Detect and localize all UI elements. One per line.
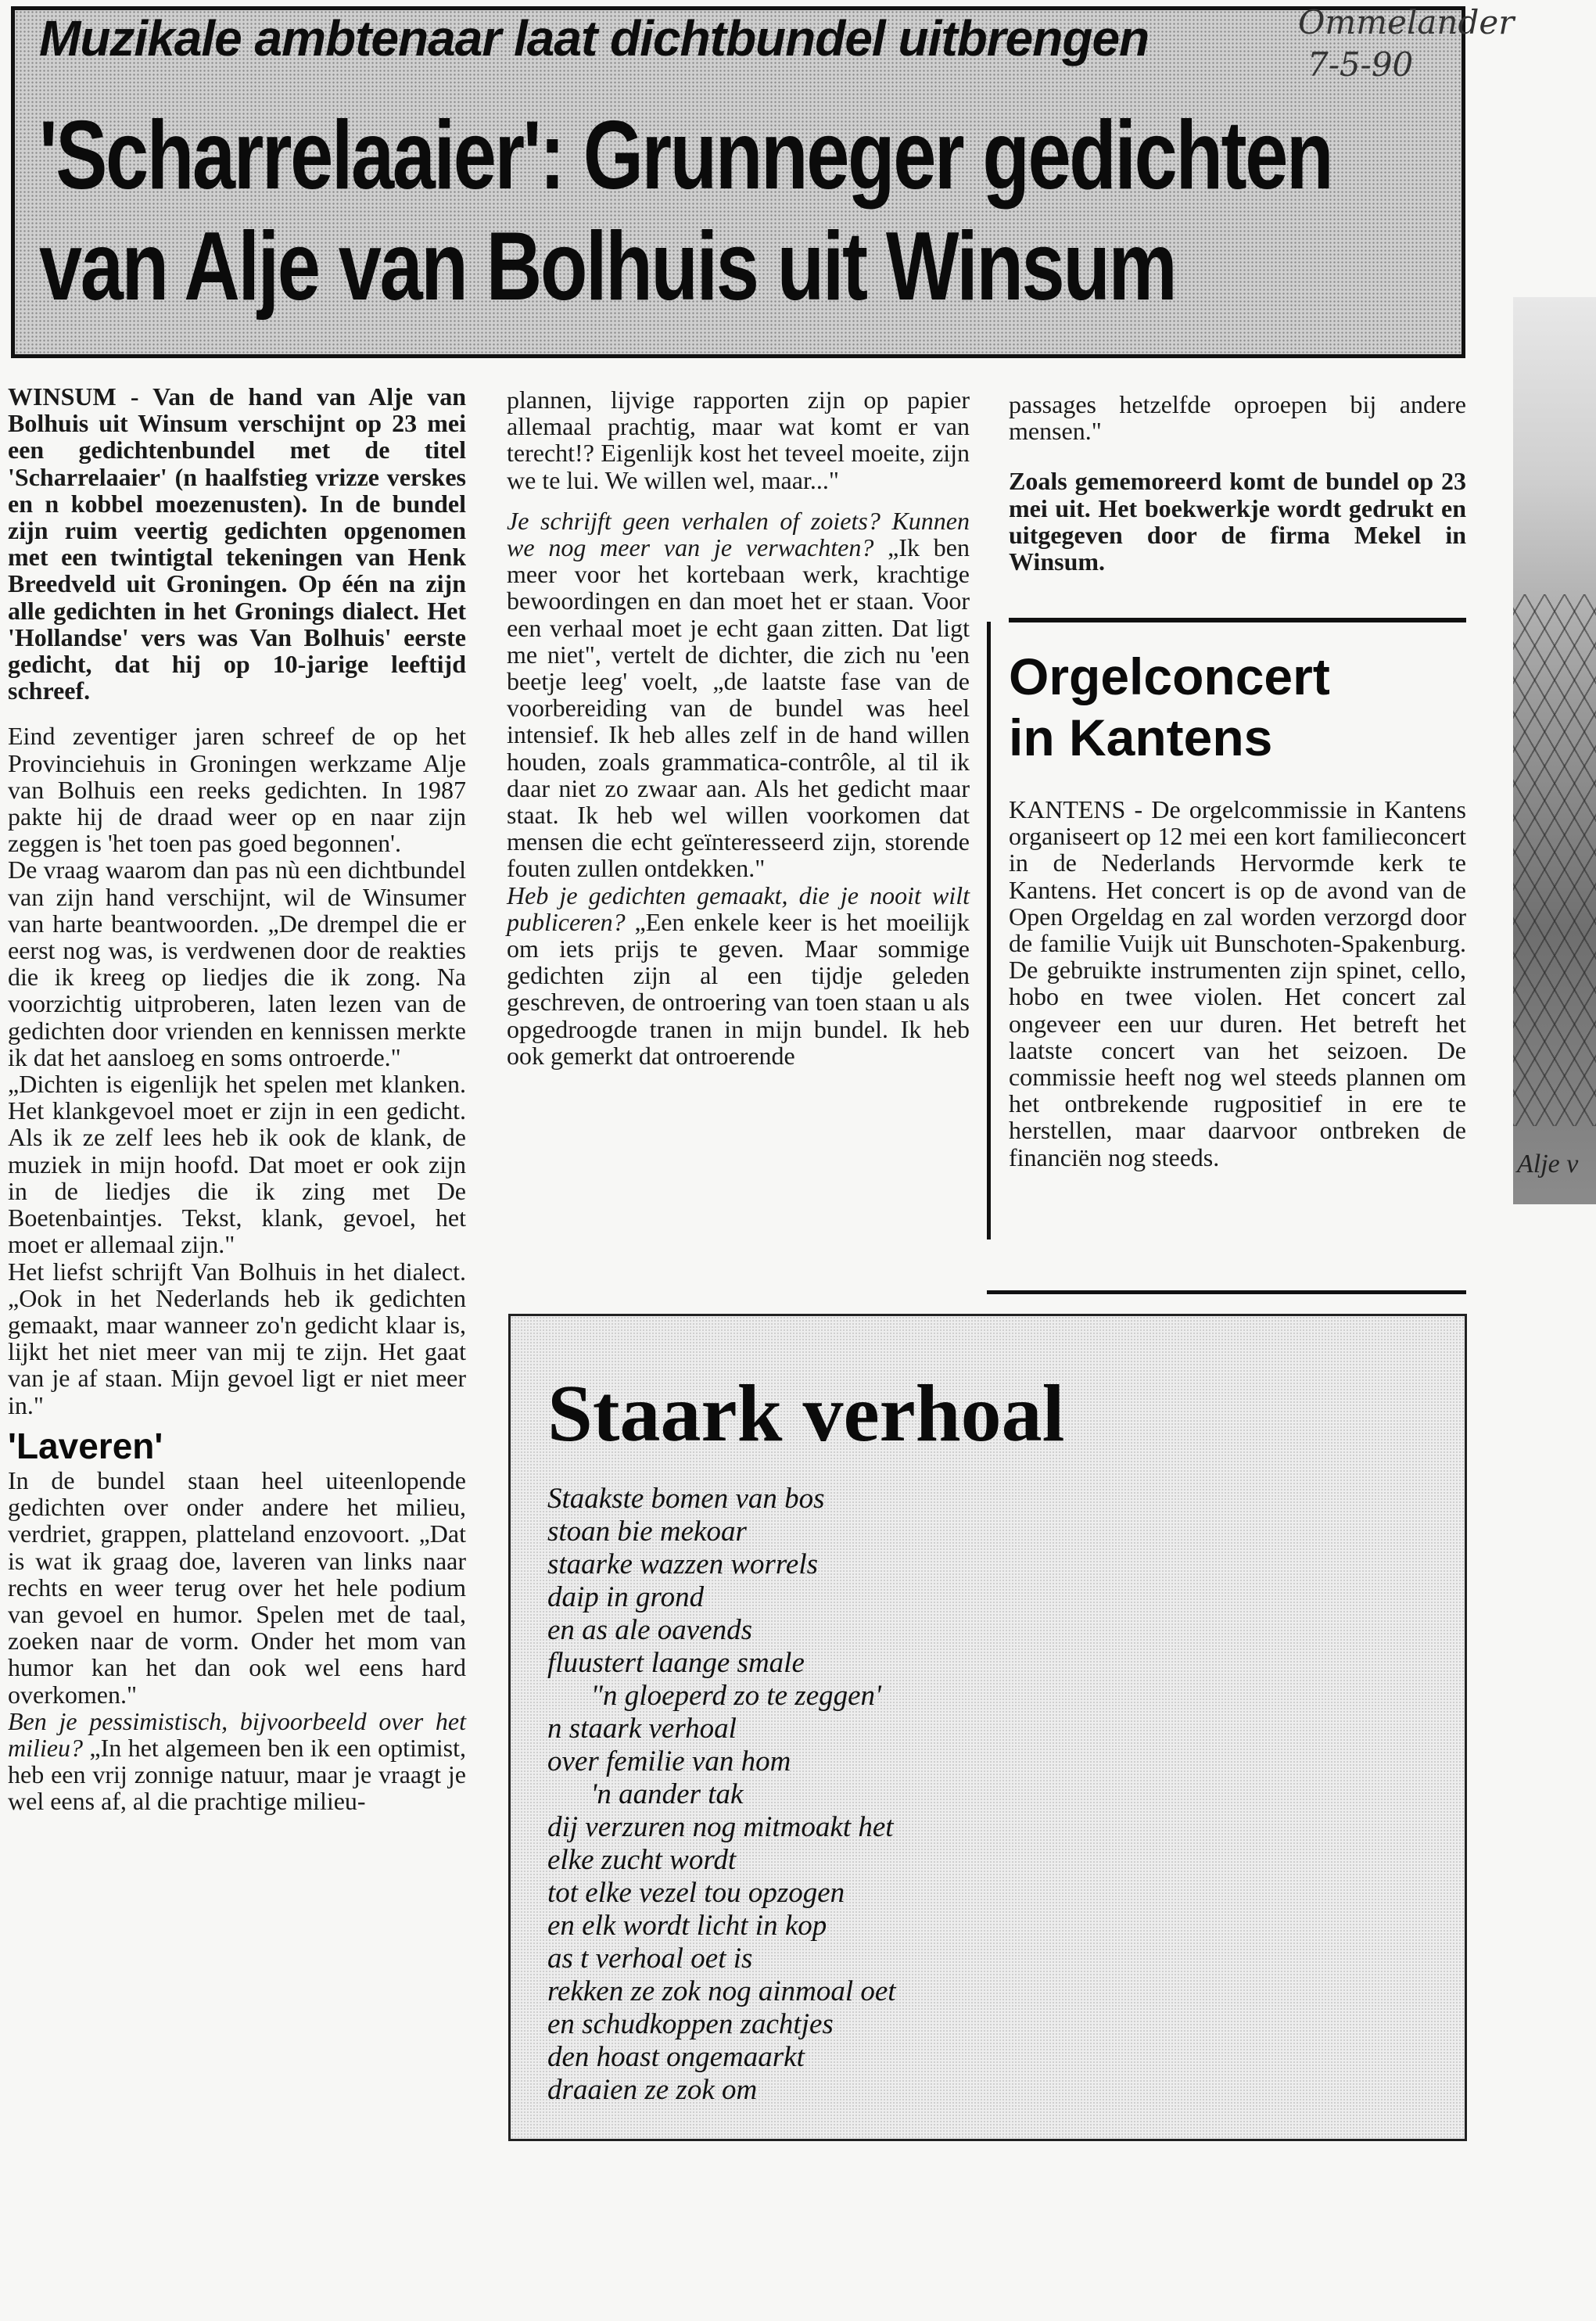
section-subhead: 'Laveren' (8, 1425, 163, 1466)
sidebar-title-line-2: in Kantens (1009, 708, 1273, 766)
poem-line: as t verhoal oet is (547, 1943, 753, 1975)
article-column-2 (507, 386, 970, 1069)
poem-title: Staark verhoal (547, 1369, 1065, 1458)
photo-caption: Alje v (1517, 1150, 1579, 1178)
article-paragraph: In de bundel staan heel uiteenlopende gedichten over onder andere het milieu, verdriet, grappen, platteland enzovoort. „Dat is wat ik graag doe, laveren van links naar rechts en weer terug over het hele podium van gevoel en humor. Spelen met de taal, zoeken naar de vorm. Onder het mom van humor kan het dan ook wel eens hard overkomen." (8, 1465, 466, 1709)
article-paragraph: Het liefst schrijft Van Bolhuis in het dialect. „Ook in het Nederlands heb ik gedichten gemaakt, maar wanneer zo'n gedicht klaar is, lijkt het niet meer van mij te zijn. Het gaat van je af staan. Mijn gevoel ligt er niet meer in." (8, 1257, 466, 1419)
article-closing: Zoals gememoreerd komt de bundel op 23 mei uit. Het boekwerkje wordt gedrukt en uitgegeven door de firma Mekel in Winsum. (1009, 467, 1466, 576)
handwritten-source: Ommelander (1298, 3, 1515, 41)
sidebar-body: KANTENS - De orgelcommissie in Kantens organiseert op 12 mei een kort familieconcert in de Nederlands Hervormde kerk te Kantens. Het concert is op de avond van de Open Orgeldag en zal worden verzorgd door de familie Vuijk uit Bunschoten-Spakenburg. De gebruikte instrumenten zijn spinet, cello, hobo en twee violen. Het concert zal ongeveer een uur duren. Het betreft het laatste concert van het seizoen. De commissie heeft nog wel steeds plannen om het ontbrekende rugpositief in ere te herstellen, maar daarvoor ontbreken de financiën nog steeds. (1009, 795, 1466, 1171)
article-paragraph: passages hetzelfde oproepen bij andere mensen." (1009, 390, 1466, 446)
poem-line: dij verzuren nog mitmoakt het (547, 1811, 894, 1843)
poem-line: daip in grond (547, 1581, 705, 1613)
poem-line: over femilie van hom (547, 1745, 791, 1778)
handwritten-date: 7-5-90 (1307, 45, 1414, 84)
poem-line: en as ale oavends (547, 1614, 753, 1646)
photo-wire-mesh (1513, 594, 1596, 1126)
sidebar-border-left (987, 622, 991, 1239)
headline-line-1: 'Scharrelaaier': Grunneger gedichten (39, 102, 1332, 210)
article-lead: WINSUM - Van de hand van Alje van Bolhuis uit Winsum verschijnt op 23 mei een gedichtenbundel met de titel 'Scharrelaaier' (n haalfstieg vrizze verskes en n kobbel moezenusten). In de bundel zijn ruim veertig gedichten opgenomen met een twintigtal tekeningen van Henk Breedveld uit Groningen. Op één na zijn alle gedichten in het Gronings dialect. Het 'Hollandse' vers was Van Bolhuis' eerste gedicht, dat hij op 10-jarige leeftijd schreef. (8, 382, 466, 705)
interview-exchange (8, 1708, 466, 1815)
headline-line-2: van Alje van Bolhuis uit Winsum (39, 213, 1176, 321)
article-paragraph: De vraag waarom dan pas nù een dichtbundel van zijn hand verschijnt, wil de Winsumer van harte beantwoorden. „De drempel die er eerst nog was, is verdwenen door de reakties die ik kreeg op liedjes die ik zong. Na voorzichtig uitproberen, laten lezen van de gedichten door vrienden en kennissen merkte ik dat het aansloeg en soms ontroerde." (8, 856, 466, 1071)
poem-line: stoan bie mekoar (547, 1516, 747, 1548)
sidebar-title (1009, 646, 1330, 768)
poem-line: draaien ze zok om (547, 2074, 758, 2106)
sidebar-title-line-1: Orgelconcert (1009, 648, 1330, 705)
poem-line: "n gloeperd zo te zeggen' (547, 1680, 881, 1712)
interview-exchange (507, 882, 970, 1069)
article-column-3 (1009, 391, 1466, 575)
poem-line: 'n aander tak (547, 1778, 744, 1810)
poem-line: staarke wazzen worrels (547, 1548, 819, 1580)
poem-line: tot elke vezel tou opzogen (547, 1877, 845, 1909)
article-column-1 (8, 383, 466, 1815)
poem-line: den hoast ongemaarkt (547, 2041, 805, 2073)
poem-line: n staark verhoal (547, 1713, 737, 1745)
interview-exchange (507, 508, 970, 882)
poem-line: elke zucht wordt (547, 1844, 737, 1876)
interview-question: Ben je pessimistisch, bijvoorbeeld over het milieu? (8, 1706, 466, 1762)
interview-question: Heb je gedichten gemaakt, die je nooit wilt publiceren? (507, 881, 970, 936)
interview-answer: „Ik ben meer voor het kortebaan werk, krachtige bewoordingen en dan moet het er staan. Voor een verhaal moet je echt gaan zitten. Dat ligt me niet", vertelt de dichter, die zich nu 'een beetje leeg' voelt, „de laatste fase van de voorbereiding van de bundel was heel intensief. Ik heb alles zelf in de hand willen houden, zoals grammatica-contrôle, al til ik daar niet zo zwaar aan. Als het gedicht maar staat. Ik heb wel willen voorkomen dat mensen die echt geïnteresseerd zijn, storende fouten zullen ontdekken." (507, 533, 970, 883)
poem-line: en elk wordt licht in kop (547, 1910, 827, 1942)
article-paragraph: Eind zeventiger jaren schreef de op het Provinciehuis in Groningen werkzame Alje van Bolhuis een reeks gedichten. In 1987 pakte hij de draad weer op en naar zijn zeggen is 'het toen pas goed begonnen'. (8, 722, 466, 858)
sidebar-rule-bottom (987, 1290, 1466, 1294)
poem-line: fluustert laange smale (547, 1647, 805, 1679)
sidebar-rule-top (1009, 618, 1466, 622)
poem-line: rekken ze zok nog ainmoal oet (547, 1975, 896, 2007)
main-headline (39, 100, 1332, 322)
article-paragraph: „Dichten is eigenlijk het spelen met klanken. Het klankgevoel moet er zijn in een gedicht. Als ik ze zelf lees heb ik ook de klank, de muziek in mijn hoofd. Dat moet er ook zijn in de liedjes die ik zing met De Boetenbaintjes. Tekst, klank, gevoel, het moet er allemaal zijn." (8, 1070, 466, 1259)
poem-body (547, 1483, 1439, 2107)
interview-answer: „In het algemeen ben ik een optimist, heb een vrij zonnige natuur, maar je vraagt je wel eens af, al die prachtige milieu- (8, 1733, 466, 1816)
interview-question: Je schrijft geen verhalen of zoiets? Kunnen we nog meer van je verwachten? (507, 506, 970, 562)
interview-answer: „Een enkele keer is het moeilijk om iets prijs te geven. Maar sommige gedichten zijn al een tijdje geleden geschreven, de ontroering van toen staan u als opgedroogde tranen in mijn bundel. Ik heb ook gemerkt dat ontroerende (507, 907, 970, 1070)
poem-line: Staakste bomen van bos (547, 1483, 825, 1515)
article-paragraph: plannen, lijvige rapporten zijn op papier allemaal prachtig, maar wat komt er van terecht!? Eigenlijk kost het teveel moeite, zijn we te lui. We willen wel, maar..." (507, 386, 970, 494)
kicker-headline: Muzikale ambtenaar laat dichtbundel uitbrengen (39, 10, 1149, 66)
poem-line: en schudkoppen zachtjes (547, 2008, 834, 2040)
